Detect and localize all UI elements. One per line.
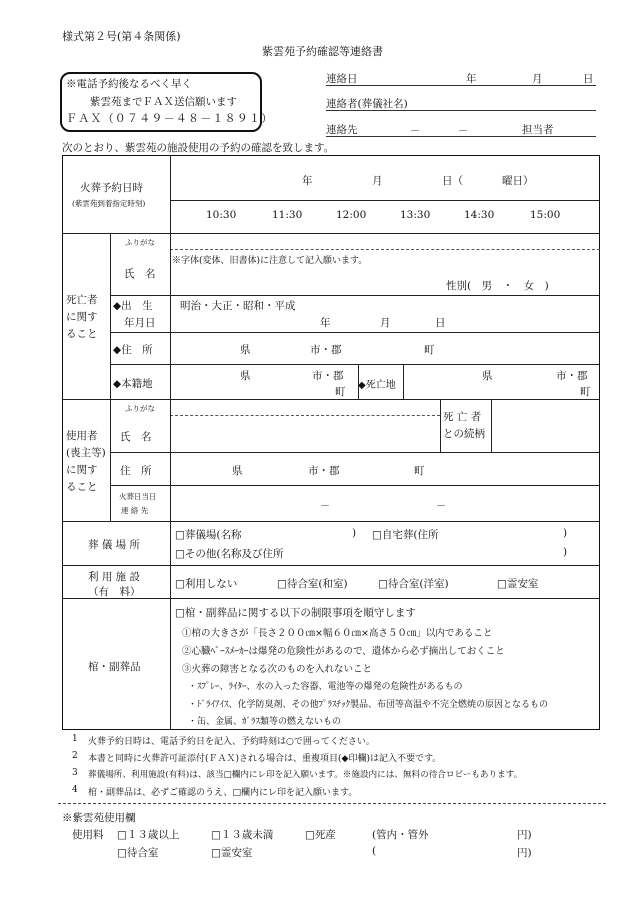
fee-stillbirth-checkbox[interactable]: □死産 (305, 829, 336, 841)
facility-option-japanese-room[interactable]: □待合室(和室) (277, 578, 348, 590)
contact-dash-1: － (410, 126, 420, 137)
coffin-rule-3: ③火葬の障害となる次のものを入れないこと (182, 664, 373, 675)
note-number: 2 (72, 751, 78, 761)
rule-dec-address (110, 364, 600, 365)
funeral-other-close: ) (563, 546, 568, 558)
rule-dec-name (110, 295, 600, 296)
death-place-town: 町 (580, 386, 591, 398)
time-option[interactable]: 10:30 (206, 209, 237, 221)
deceased-address-city: 市・郡 (310, 344, 342, 356)
coffin-rule-1: ①棺の大きさが「長さ２００㎝×幅６０㎝×高さ５０㎝」以内であること (182, 628, 493, 639)
deceased-address-label: ◆住 所 (113, 344, 153, 356)
rule-deceased-bottom (62, 399, 600, 400)
fax-number: ＦＡＸ（０７４９－４８－１８９１） (66, 112, 274, 125)
time-option[interactable]: 14:30 (464, 209, 495, 221)
fee-over-13-checkbox[interactable]: □１３歳以上 (117, 829, 180, 841)
contact-dest-label: 連絡先 (326, 124, 358, 136)
note-number: 3 (72, 768, 78, 778)
cremation-day: 日（ (442, 175, 463, 187)
form-number: 様式第２号(第４条関係) (62, 30, 181, 43)
funeral-label: 葬 儀 場 所 (88, 539, 141, 551)
applicant-group-label-4: ること (66, 481, 98, 493)
deceased-name-note: ※字体(変体、旧書体)に注意して記入願います。 (172, 256, 368, 266)
funeral-hall-option[interactable]: □葬儀場(名称 (175, 529, 242, 541)
facility-label-2: （有 料） (88, 586, 141, 598)
rule-cremation-bottom (62, 233, 600, 234)
deceased-eras[interactable]: 明治・大正・昭和・平成 (180, 300, 296, 312)
registry-town: 町 (335, 386, 346, 398)
contact-month-label: 月 (532, 73, 543, 85)
time-option[interactable]: 12:00 (336, 209, 367, 221)
coffin-label: 棺・副葬品 (88, 661, 141, 673)
funeral-hall-close: ) (352, 527, 357, 539)
contact-day-label: 日 (583, 73, 594, 85)
deceased-birth-label-1: ◆出 生 (113, 300, 153, 312)
fee-morgue-checkbox[interactable]: □霊安室 (211, 847, 253, 859)
rule-dec-furigana (170, 249, 600, 250)
cremation-month: 月 (372, 175, 383, 187)
rule-cremation-mid (170, 200, 600, 201)
cremation-year: 年 (302, 175, 313, 187)
funeral-home-option[interactable]: □自宅葬(住所 (372, 529, 439, 541)
fax-notice-line2: 紫雲苑までＦＡＸ送信願います (90, 96, 237, 108)
coffin-rule-3a: ・ｽﾌﾟﾚｰ、ﾗｲﾀｰ、水の入った容器、電池等の爆発の危険性があるもの (188, 682, 463, 692)
rule-app-furigana (170, 415, 440, 416)
deceased-birth-month: 月 (380, 317, 391, 329)
applicant-contact-label-1: 火葬日当日 (119, 492, 157, 501)
rule-sub-col (110, 233, 111, 521)
rule-funeral-bottom (62, 565, 600, 566)
deceased-group-label-3: ること (66, 328, 98, 340)
cremation-label: 火葬予約日時 (80, 182, 143, 194)
fee-paren-open: ( (372, 845, 377, 857)
note-number: 1 (72, 734, 78, 744)
death-place-city: 市・郡 (556, 370, 588, 382)
cremation-weekday: 曜日） (502, 175, 534, 187)
deceased-gender[interactable]: 性別( 男 ・ 女 ) (446, 280, 549, 292)
applicant-contact-label-2: 連 絡 先 (121, 506, 149, 515)
office-use-title: ※紫雲苑使用欄 (62, 812, 136, 824)
intro-text: 次のとおり、紫雲苑の施設使用の予約の確認を致します。 (62, 142, 335, 154)
contact-dash-2: － (458, 126, 468, 137)
registry-pref: 県 (240, 370, 251, 382)
applicant-address-city: 市・郡 (308, 465, 340, 477)
office-separator (58, 803, 606, 804)
facility-label-1: 利 用 施 設 (88, 571, 141, 583)
contact-date-label: 連絡日 (326, 73, 358, 85)
death-place-pref: 県 (482, 370, 493, 382)
rule-relation-left (440, 399, 441, 452)
applicant-address-label: 住 所 (120, 465, 152, 477)
form-title: 紫雲苑予約確認等連絡書 (262, 45, 383, 58)
fee-area-label: (管内・管外 (372, 829, 429, 841)
contact-date-field[interactable] (326, 71, 596, 86)
applicant-contact-dash-1: － (320, 501, 330, 512)
deceased-address-town: 町 (424, 344, 435, 356)
funeral-other-option[interactable]: □その他(名称及び住所 (175, 548, 284, 560)
person-in-charge-label: 担当者 (522, 124, 554, 136)
rule-app-address (110, 485, 600, 486)
coffin-rule-3b: ・ﾄﾞﾗｲｱｲｽ、化学防臭剤、その他ﾌﾟﾗｽﾁｯｸ製品、布団等高温や不完全燃焼の原因となるもの (188, 700, 549, 710)
contact-year-label: 年 (466, 73, 477, 85)
note-text: 葬儀場所、利用施設(有料)は、該当□欄内にレ印を記入願います。※施設内には、無料の待合ロビーもあります。 (88, 770, 523, 780)
applicant-name-label: 氏 名 (120, 431, 152, 443)
fee-label: 使用料 (72, 829, 104, 841)
rule-facility-bottom (62, 598, 600, 599)
contact-person-label: 連絡者(葬儀社名) (326, 98, 408, 110)
applicant-address-pref: 県 (232, 465, 243, 477)
facility-option-morgue[interactable]: □霊安室 (497, 578, 539, 590)
applicant-group-label-2: (喪主等) (66, 447, 106, 459)
time-option[interactable]: 15:00 (530, 209, 561, 221)
fee-yen-label-2: 円) (517, 847, 532, 859)
rule-dec-birth (110, 332, 600, 333)
fee-under-13-checkbox[interactable]: □１３歳未満 (211, 829, 274, 841)
facility-option-none[interactable]: □利用しない (175, 578, 238, 590)
deceased-furigana-label: ふりがな (125, 238, 155, 247)
deceased-birth-year: 年 (320, 317, 331, 329)
applicant-contact-dash-2: － (436, 501, 446, 512)
fee-waiting-room-checkbox[interactable]: □待合室 (117, 847, 159, 859)
applicant-furigana-label: ふりがな (125, 404, 155, 413)
rule-death-place-split (403, 364, 404, 399)
coffin-rule-3c: ・缶、金属、ｶﾞﾗｽ類等の燃えないもの (188, 717, 342, 727)
rule-app-name (110, 452, 600, 453)
relation-label-1: 死 亡 者 (443, 411, 482, 423)
time-option[interactable]: 13:30 (400, 209, 431, 221)
deceased-registry-label: ◆本籍地 (113, 378, 153, 390)
cremation-sublabel: (紫雲苑到着指定時刻) (72, 199, 146, 208)
deceased-birth-label-2: 年月日 (124, 317, 156, 329)
facility-option-western-room[interactable]: □待合室(洋室) (378, 578, 449, 590)
deceased-group-label-1: 死亡者 (66, 294, 98, 306)
funeral-home-close: ) (563, 527, 568, 539)
applicant-address-town: 町 (414, 465, 425, 477)
coffin-agree-checkbox[interactable]: □棺・副葬品に関する以下の制限事項を順守します (175, 607, 416, 619)
note-text: 火葬予約日時は、電話予約日を記入、予約時刻は○で囲ってください。 (88, 737, 375, 747)
time-option[interactable]: 11:30 (272, 209, 303, 221)
deceased-birth-day: 日 (435, 317, 446, 329)
coffin-rule-2: ②心臓ﾍﾟｰｽﾒｰｶｰは爆発の危険性があるので、遺体から必ず摘出しておくこと (182, 646, 505, 657)
applicant-group-label-1: 使用者 (66, 430, 98, 442)
place-of-death-label: ◆死亡地 (358, 380, 396, 391)
rule-relation-right (491, 399, 492, 452)
rule-applicant-bottom (62, 521, 600, 522)
relation-label-2: との続柄 (443, 428, 485, 440)
note-text: 棺・副葬品は、必ずご確認のうえ、□欄内にレ印を記入願います。 (88, 788, 358, 798)
rule-main-col (170, 155, 171, 730)
note-text: 本書と同時に火葬許可証添付(ＦＡＸ)される場合は、重複項目(◆印欄)は記入不要です。 (88, 754, 442, 764)
deceased-group-label-2: に関す (66, 311, 98, 323)
note-number: 4 (72, 785, 78, 795)
deceased-address-pref: 県 (240, 344, 251, 356)
applicant-group-label-3: に関す (66, 464, 98, 476)
deceased-name-label: 氏 名 (124, 268, 156, 280)
fax-notice-line1: ※電話予約後なるべく早く (66, 78, 192, 90)
fee-yen-label: 円) (517, 829, 532, 841)
registry-city: 市・郡 (312, 370, 344, 382)
